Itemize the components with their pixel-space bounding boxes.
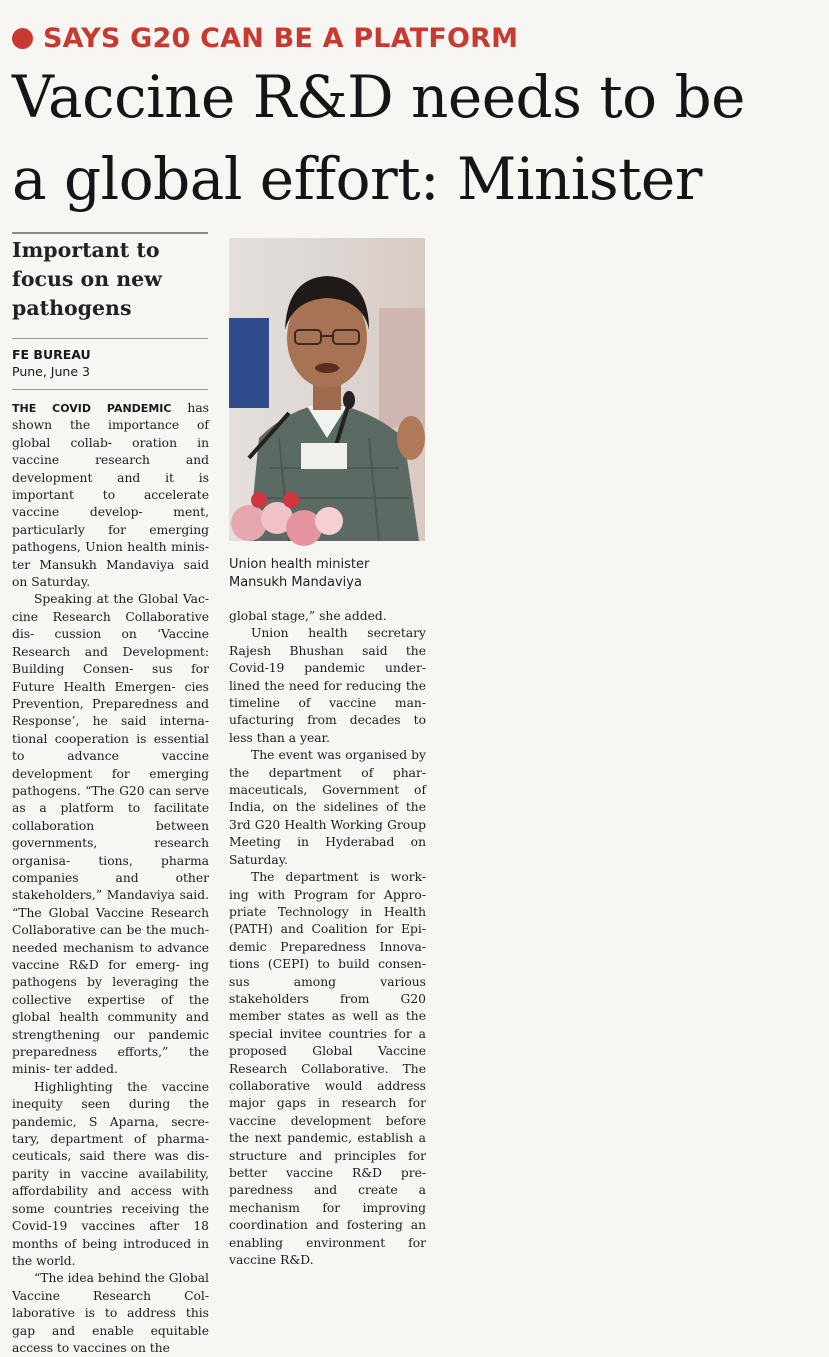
article-column-1 (12, 400, 209, 1357)
caption-line-2: Mansukh Mandaviya (229, 575, 362, 590)
paragraph-4: “The idea behind the Global Vaccine Research Col- laborative is to address this gap and enable equitable access to vaccines on the (12, 1271, 209, 1355)
byline-source: FE BUREAU (12, 347, 91, 362)
headline-line-1: Vaccine R&D needs to be (12, 63, 745, 131)
column-2-paragraph-0: global stage,” she added. (229, 609, 387, 623)
deck-top-rule (12, 232, 208, 234)
paragraph-2: Speaking at the Global Vac- cine Research Collaborative dis- cussion on ‘Vaccine Research and Development: Building Consen- sus for Future Health Emergen- cies Prevention, Preparedness and Response’, he said interna- tional cooperation is essential to advance vaccine development for emerging pathogens. “The G20 can serve as a platform to facilitate collaboration between governments, research organisa- tions, pharma companies and other stakeholders,” Mandaviya said. “The Global Vaccine Research Collaborative can be the much-needed mechanism to advance vaccine R&D for emerg- ing pathogens by leveraging the collective expertise of the global health community and strengthening our pandemic preparedness efforts,” the minis- ter added. (12, 592, 209, 1077)
deck-bottom-rule (12, 338, 208, 339)
column-2-paragraph-3: The department is work- ing with Program for Appro- priate Technology in Health (PATH) and Coalition for Epi- demic Preparedness Innova- tions (CEPI) to build consen- sus among various stakeholders from G20 member states as well as the special invitee countries for a proposed Global Vaccine Research Collaborative. The collaborative would address major gaps in research for vaccine development before the next pandemic, establish a structure and principles for better vaccine R&D pre- paredness and create a mechanism for improving coordination and fostering an enabling environment for vaccine R&D. (229, 870, 426, 1268)
minister-portrait-illustration (229, 238, 425, 541)
headline-line-2: a global effort: Minister (12, 145, 702, 213)
paragraph-1 (12, 400, 209, 591)
kicker (12, 22, 518, 54)
kicker-bullet-icon (12, 28, 33, 49)
article-column-2 (229, 608, 426, 1269)
byline-bottom-rule (12, 389, 208, 390)
column-2-paragraph-1: Union health secretary Rajesh Bhushan said the Covid-19 pandemic under- lined the need for reducing the timeline of vaccine man- ufacturing from decades to less than a year. (229, 626, 426, 745)
headline (12, 56, 824, 220)
deck: Important to focus on new pathogens (12, 238, 162, 320)
minister-photo (229, 238, 425, 541)
byline (12, 346, 208, 380)
dateline: Pune, June 3 (12, 364, 90, 379)
paragraph-1-text: has shown the importance of global collab- oration in vaccine research and development and it is important to accelerate vaccine develop- ment, particularly for emerging pathogens, Union health minis- ter Mansukh Mandaviya said on Saturday. (12, 401, 209, 590)
kicker-text: SAYS G20 CAN BE A PLATFORM (43, 22, 519, 54)
caption-line-1: Union health minister (229, 557, 370, 572)
photo-caption (229, 556, 425, 592)
lead-in: THE COVID PANDEMIC (12, 402, 172, 415)
column-2-paragraph-2: The event was organised by the department of phar- maceuticals, Government of India, on the sidelines of the 3rd G20 Health Working Group Meeting in Hyderabad on Saturday. (229, 748, 426, 867)
paragraph-3: Highlighting the vaccine inequity seen during the pandemic, S Aparna, secre- tary, department of pharma- ceuticals, said there was dis- parity in vaccine availability, affordability and access with some countries receiving the Covid-19 vaccines after 18 months of being introduced in the world. (12, 1079, 209, 1268)
